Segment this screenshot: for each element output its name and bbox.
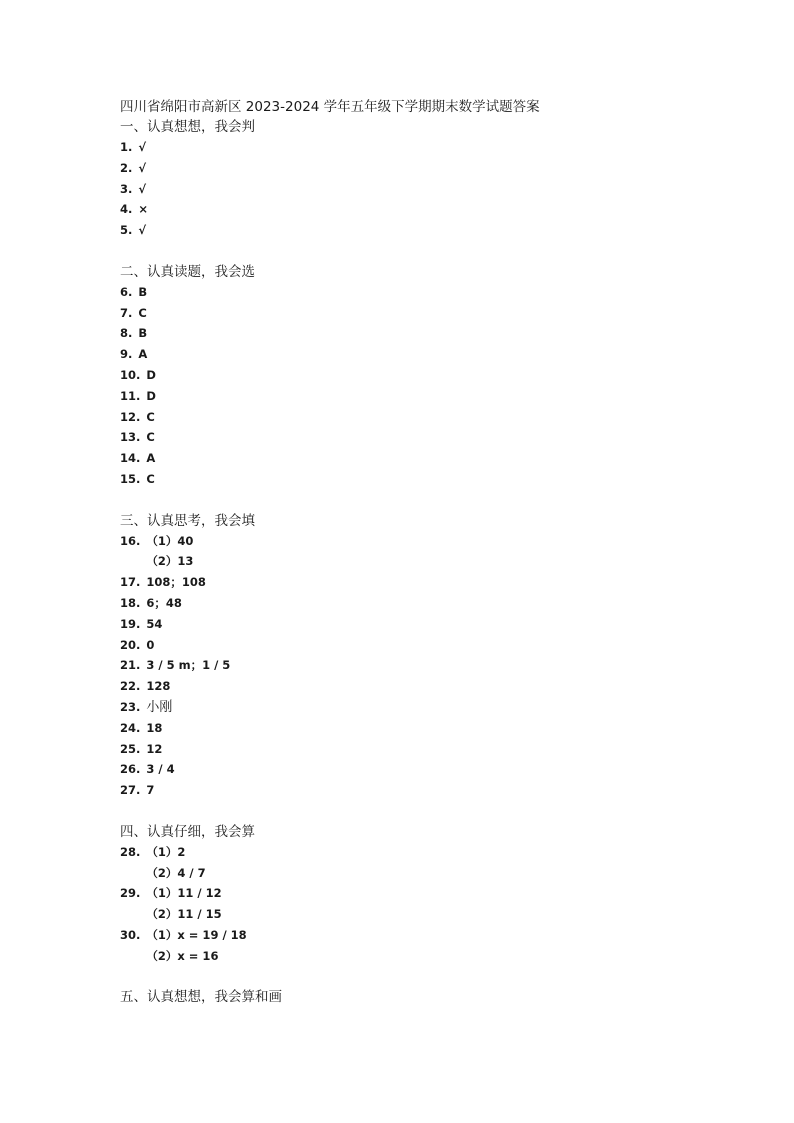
answer-text: C: [146, 471, 155, 486]
answer-item: [120, 220, 680, 241]
answer-text: （1）x = 19 / 18: [146, 927, 247, 942]
answer-text: 18: [146, 720, 163, 735]
answer-item: [120, 199, 680, 220]
section-heading: 二、认真读题，我会选: [120, 263, 255, 280]
question-number: 2.: [120, 160, 133, 175]
answer-item: [120, 137, 680, 158]
answer-item: [120, 282, 680, 303]
question-number: 5.: [120, 223, 133, 238]
question-number: 23.: [120, 699, 141, 714]
question-number: 4.: [120, 202, 133, 217]
question-number: 21.: [120, 658, 141, 673]
answer-item: [120, 946, 680, 967]
answer-item: [120, 676, 680, 697]
answer-text: （2）11 / 15: [146, 907, 222, 922]
answer-text: 小刚: [146, 699, 173, 715]
answer-item: [120, 303, 680, 324]
question-number: 26.: [120, 762, 141, 777]
answer-text: 6；48: [146, 595, 182, 610]
answer-item: [120, 635, 680, 656]
answer-text: √: [138, 140, 147, 154]
answer-item: [120, 863, 680, 884]
answer-text: √: [138, 181, 147, 196]
answer-text: √: [138, 223, 147, 238]
answer-text: 108；108: [146, 575, 206, 590]
answer-text: 12: [146, 741, 163, 756]
answer-item: [120, 323, 680, 344]
answer-text: B: [138, 284, 148, 299]
answer-item: [120, 344, 680, 365]
answer-item: [120, 697, 680, 718]
answer-text: （1）11 / 12: [146, 886, 222, 901]
section-heading: 五、认真想想，我会算和画: [120, 989, 282, 1006]
answer-text: B: [138, 326, 148, 341]
answer-item: [120, 469, 680, 490]
answer-text: A: [146, 451, 156, 466]
answer-document: [120, 97, 680, 1007]
answer-text: （1）2: [146, 844, 186, 859]
answer-item: [120, 739, 680, 760]
answer-item: [120, 718, 680, 739]
answer-text: √: [138, 160, 147, 175]
answer-text: 3 / 4: [146, 762, 175, 777]
section-heading: 一、认真想想，我会判: [120, 119, 255, 135]
question-number: 12.: [120, 409, 141, 424]
answer-text: 7: [146, 783, 155, 798]
answer-item: [120, 427, 680, 448]
answer-text: ×: [138, 202, 149, 217]
section-gap: [120, 241, 680, 262]
answer-item: [120, 925, 680, 946]
answer-item: [120, 883, 680, 904]
answer-item: [120, 842, 680, 863]
answer-item: [120, 531, 680, 552]
question-number: 3.: [120, 181, 133, 196]
question-number: 14.: [120, 451, 141, 466]
answer-item: [120, 614, 680, 635]
answer-sections: [120, 117, 680, 1007]
answer-item: [120, 407, 680, 428]
question-number: 20.: [120, 637, 141, 652]
answer-item: [120, 759, 680, 780]
question-number: 10.: [120, 367, 141, 382]
section-gap: [120, 966, 680, 987]
question-number: 7.: [120, 305, 133, 320]
question-number: 16.: [120, 533, 141, 548]
question-number: 29.: [120, 886, 141, 901]
section-gap: [120, 801, 680, 822]
answer-text: 3 / 5 m；1 / 5: [146, 658, 231, 673]
answer-item: [120, 780, 680, 801]
section-heading: 四、认真仔细，我会算: [120, 823, 255, 840]
question-number: 25.: [120, 741, 141, 756]
answer-item: [120, 904, 680, 925]
answer-text: C: [146, 409, 155, 424]
answer-item: [120, 158, 680, 179]
question-number: 8.: [120, 326, 133, 341]
question-number: 28.: [120, 844, 141, 859]
answer-item: [120, 365, 680, 386]
answer-text: （1）40: [146, 533, 194, 548]
answer-item: [120, 386, 680, 407]
answer-text: 0: [146, 637, 155, 652]
answer-text: 54: [146, 616, 163, 631]
question-number: 11.: [120, 388, 141, 403]
answer-text: （2）13: [146, 554, 194, 569]
answer-item: [120, 448, 680, 469]
answer-text: C: [138, 305, 147, 320]
answer-text: （2）4 / 7: [146, 865, 206, 880]
question-number: 1.: [120, 140, 133, 154]
question-number: 27.: [120, 783, 141, 798]
section-heading: 三、认真思考，我会填: [120, 512, 255, 529]
answer-item: [120, 572, 680, 593]
question-number: 9.: [120, 347, 133, 362]
answer-item: [120, 179, 680, 200]
question-number: 30.: [120, 927, 141, 942]
question-number: 24.: [120, 720, 141, 735]
answer-item: [120, 551, 680, 572]
question-number: 6.: [120, 284, 133, 299]
answer-text: C: [146, 430, 155, 445]
answer-item: [120, 655, 680, 676]
answer-text: D: [146, 367, 156, 382]
question-number: 19.: [120, 616, 141, 631]
question-number: 15.: [120, 471, 141, 486]
answer-text: 128: [146, 679, 171, 694]
answer-text: A: [138, 347, 148, 362]
section-gap: [120, 490, 680, 511]
question-number: 13.: [120, 430, 141, 445]
question-number: 18.: [120, 595, 141, 610]
answer-text: （2）x = 16: [146, 948, 219, 963]
question-number: 22.: [120, 679, 141, 694]
question-number: 17.: [120, 575, 141, 590]
answer-item: [120, 593, 680, 614]
answer-text: D: [146, 388, 156, 403]
document-title: 四川省绵阳市高新区 2023-2024 学年五年级下学期期末数学试题答案: [120, 99, 540, 115]
